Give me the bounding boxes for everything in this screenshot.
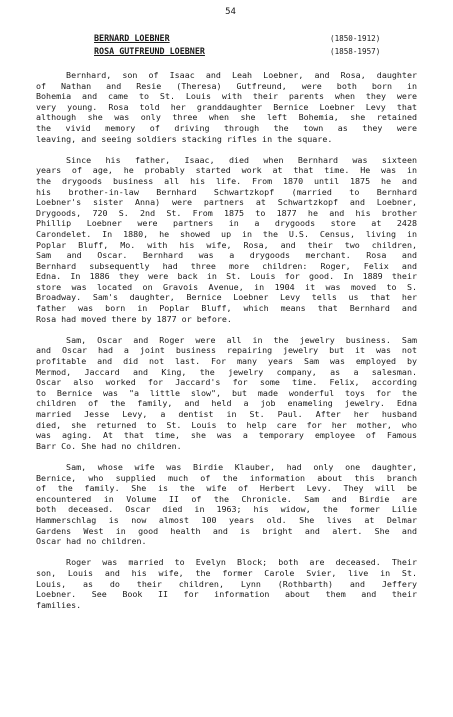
- text-line: died, she returned to St. Louis to help care for her mother, who: [36, 419, 417, 430]
- life-dates: (1850-1912): [330, 34, 381, 43]
- heading-row-bernard: [36, 32, 417, 45]
- text-line: although she was only three when she left Bohemia, she retained: [36, 112, 417, 123]
- text-line: Roger was married to Evelyn Block; both are deceased. Their: [66, 557, 417, 568]
- text-line: Drygoods, 720 S. 2nd St. From 1875 to 1877 he and his brother: [36, 207, 417, 218]
- text-line: Louis, as do their children, Lynn (Rothbarth) and Jeffery: [36, 578, 417, 589]
- body-paragraph: [36, 155, 417, 325]
- text-line: Hammerschlag is now almost 100 years old. She lives at Delmar: [36, 514, 417, 525]
- text-line: Bernhard, son of Isaac and Leah Loebner, and Rosa, daughter: [66, 70, 417, 80]
- person-name: ROSA GUTFREUND LOEBNER: [94, 46, 205, 56]
- text-line: Poplar Bluff, Mo. with his wife, Rosa, and their two children,: [36, 239, 417, 250]
- text-line: the drygoods business all his life. From 1870 until 1875 he and: [36, 175, 417, 186]
- text-line: both deceased. Oscar died in 1963; his widow, the former Lilie: [36, 504, 417, 515]
- text-line: children of the family, and held a job enameling jewelry. Edna: [36, 398, 417, 409]
- text-line: his brother-in-law Bernhard Schwartzkopf (married to Bernhard: [36, 186, 417, 197]
- body-text: [36, 70, 417, 610]
- text-line: the vivid memory of driving through the town as they were: [36, 122, 417, 133]
- body-paragraph: [36, 70, 417, 144]
- text-line: Gardens West in good health and is bright and alert. She and: [36, 525, 417, 536]
- text-line: married Jesse Levy, a dentist in St. Paul. After her husband: [36, 409, 417, 419]
- body-paragraph: [36, 557, 417, 610]
- text-line: very young. Rosa told her granddaughter Bernice Loebner Levy that: [36, 101, 417, 112]
- text-line: Rosa had moved there by 1877 or before.: [36, 313, 232, 324]
- text-line: of Nathan and Resie (Theresa) Gutfreund, were both born in: [36, 80, 417, 91]
- text-line: was aging. At that time, she was a temporary employee of Famous: [36, 430, 417, 441]
- person-name: BERNARD LOEBNER: [94, 33, 170, 43]
- text-line: profitable and did not last. For many years Sam was employed by: [36, 356, 417, 367]
- text-line: Barr Co. She had no children.: [36, 440, 182, 451]
- text-line: families.: [36, 599, 82, 610]
- text-line: Oscar had no children.: [36, 536, 147, 547]
- biography-heading: [36, 32, 417, 58]
- text-line: Loebner. See Book II for information about them and their: [36, 589, 417, 600]
- text-line: Bernhard subsequently had three more children: Roger, Felix and: [36, 260, 417, 271]
- page-number: 54: [225, 7, 236, 17]
- text-line: Sam, Oscar and Roger were all in the jewelry business. Sam: [66, 334, 417, 345]
- text-line: Broadway. Sam's daughter, Bernice Loebner Levy tells us that her: [36, 292, 417, 303]
- text-line: store was located on Gravois Avenue, in 1904 it was moved to S.: [36, 281, 417, 292]
- text-line: Sam and Oscar. Bernhard was a drygoods merchant. Rosa and: [36, 250, 417, 261]
- text-line: Edna. In 1886 they were back in St. Louis for good. In 1889 their: [36, 271, 417, 282]
- body-paragraph: [36, 335, 417, 452]
- text-line: Oscar also worked for Jaccard's for some time. Felix, according: [36, 377, 417, 388]
- text-line: to Bernice was "a little slow", but made wonderful toys for the: [36, 387, 417, 398]
- text-line: Bohemia and came to St. Louis with their parents when they were: [36, 91, 417, 102]
- body-paragraph: [36, 462, 417, 547]
- life-dates: (1858-1957): [330, 47, 381, 56]
- text-line: Bernice, who supplied much of the information about this branch: [36, 472, 417, 483]
- text-line: Sam, whose wife was Birdie Klauber, had only one daughter,: [66, 461, 417, 472]
- text-line: encountered in Volume II of the Chronicle. Sam and Birdie are: [36, 493, 417, 504]
- text-line: Carondelet. In 1880, he showed up in the U.S. Census, living in: [36, 228, 417, 239]
- text-line: and Oscar had a joint business repairing jewelry but it was not: [36, 345, 417, 356]
- text-line: leaving, and seeing soldiers stacking rifles in the square.: [36, 133, 333, 144]
- heading-row-rosa: [36, 45, 417, 58]
- text-line: son, Louis and his wife, the former Carole Svier, live in St.: [36, 567, 417, 578]
- text-line: father was born in Poplar Bluff, which means that Bernhard and: [36, 303, 417, 314]
- text-line: Mermod, Jaccard and King, the jewelry company, as a salesman.: [36, 366, 417, 377]
- text-line: years of age, he probably started work at that time. He was in: [36, 165, 417, 176]
- text-line: Loebner's sister Anna) were partners at Schwartzkopf and Loebner,: [36, 197, 417, 208]
- text-line: Phillip Loebner were partners in a drygoods store at 2428: [36, 218, 417, 229]
- text-line: Since his father, Isaac, died when Bernhard was sixteen: [66, 154, 417, 165]
- text-line: of the family. She is the wife of Herbert Levy. They will be: [36, 483, 417, 494]
